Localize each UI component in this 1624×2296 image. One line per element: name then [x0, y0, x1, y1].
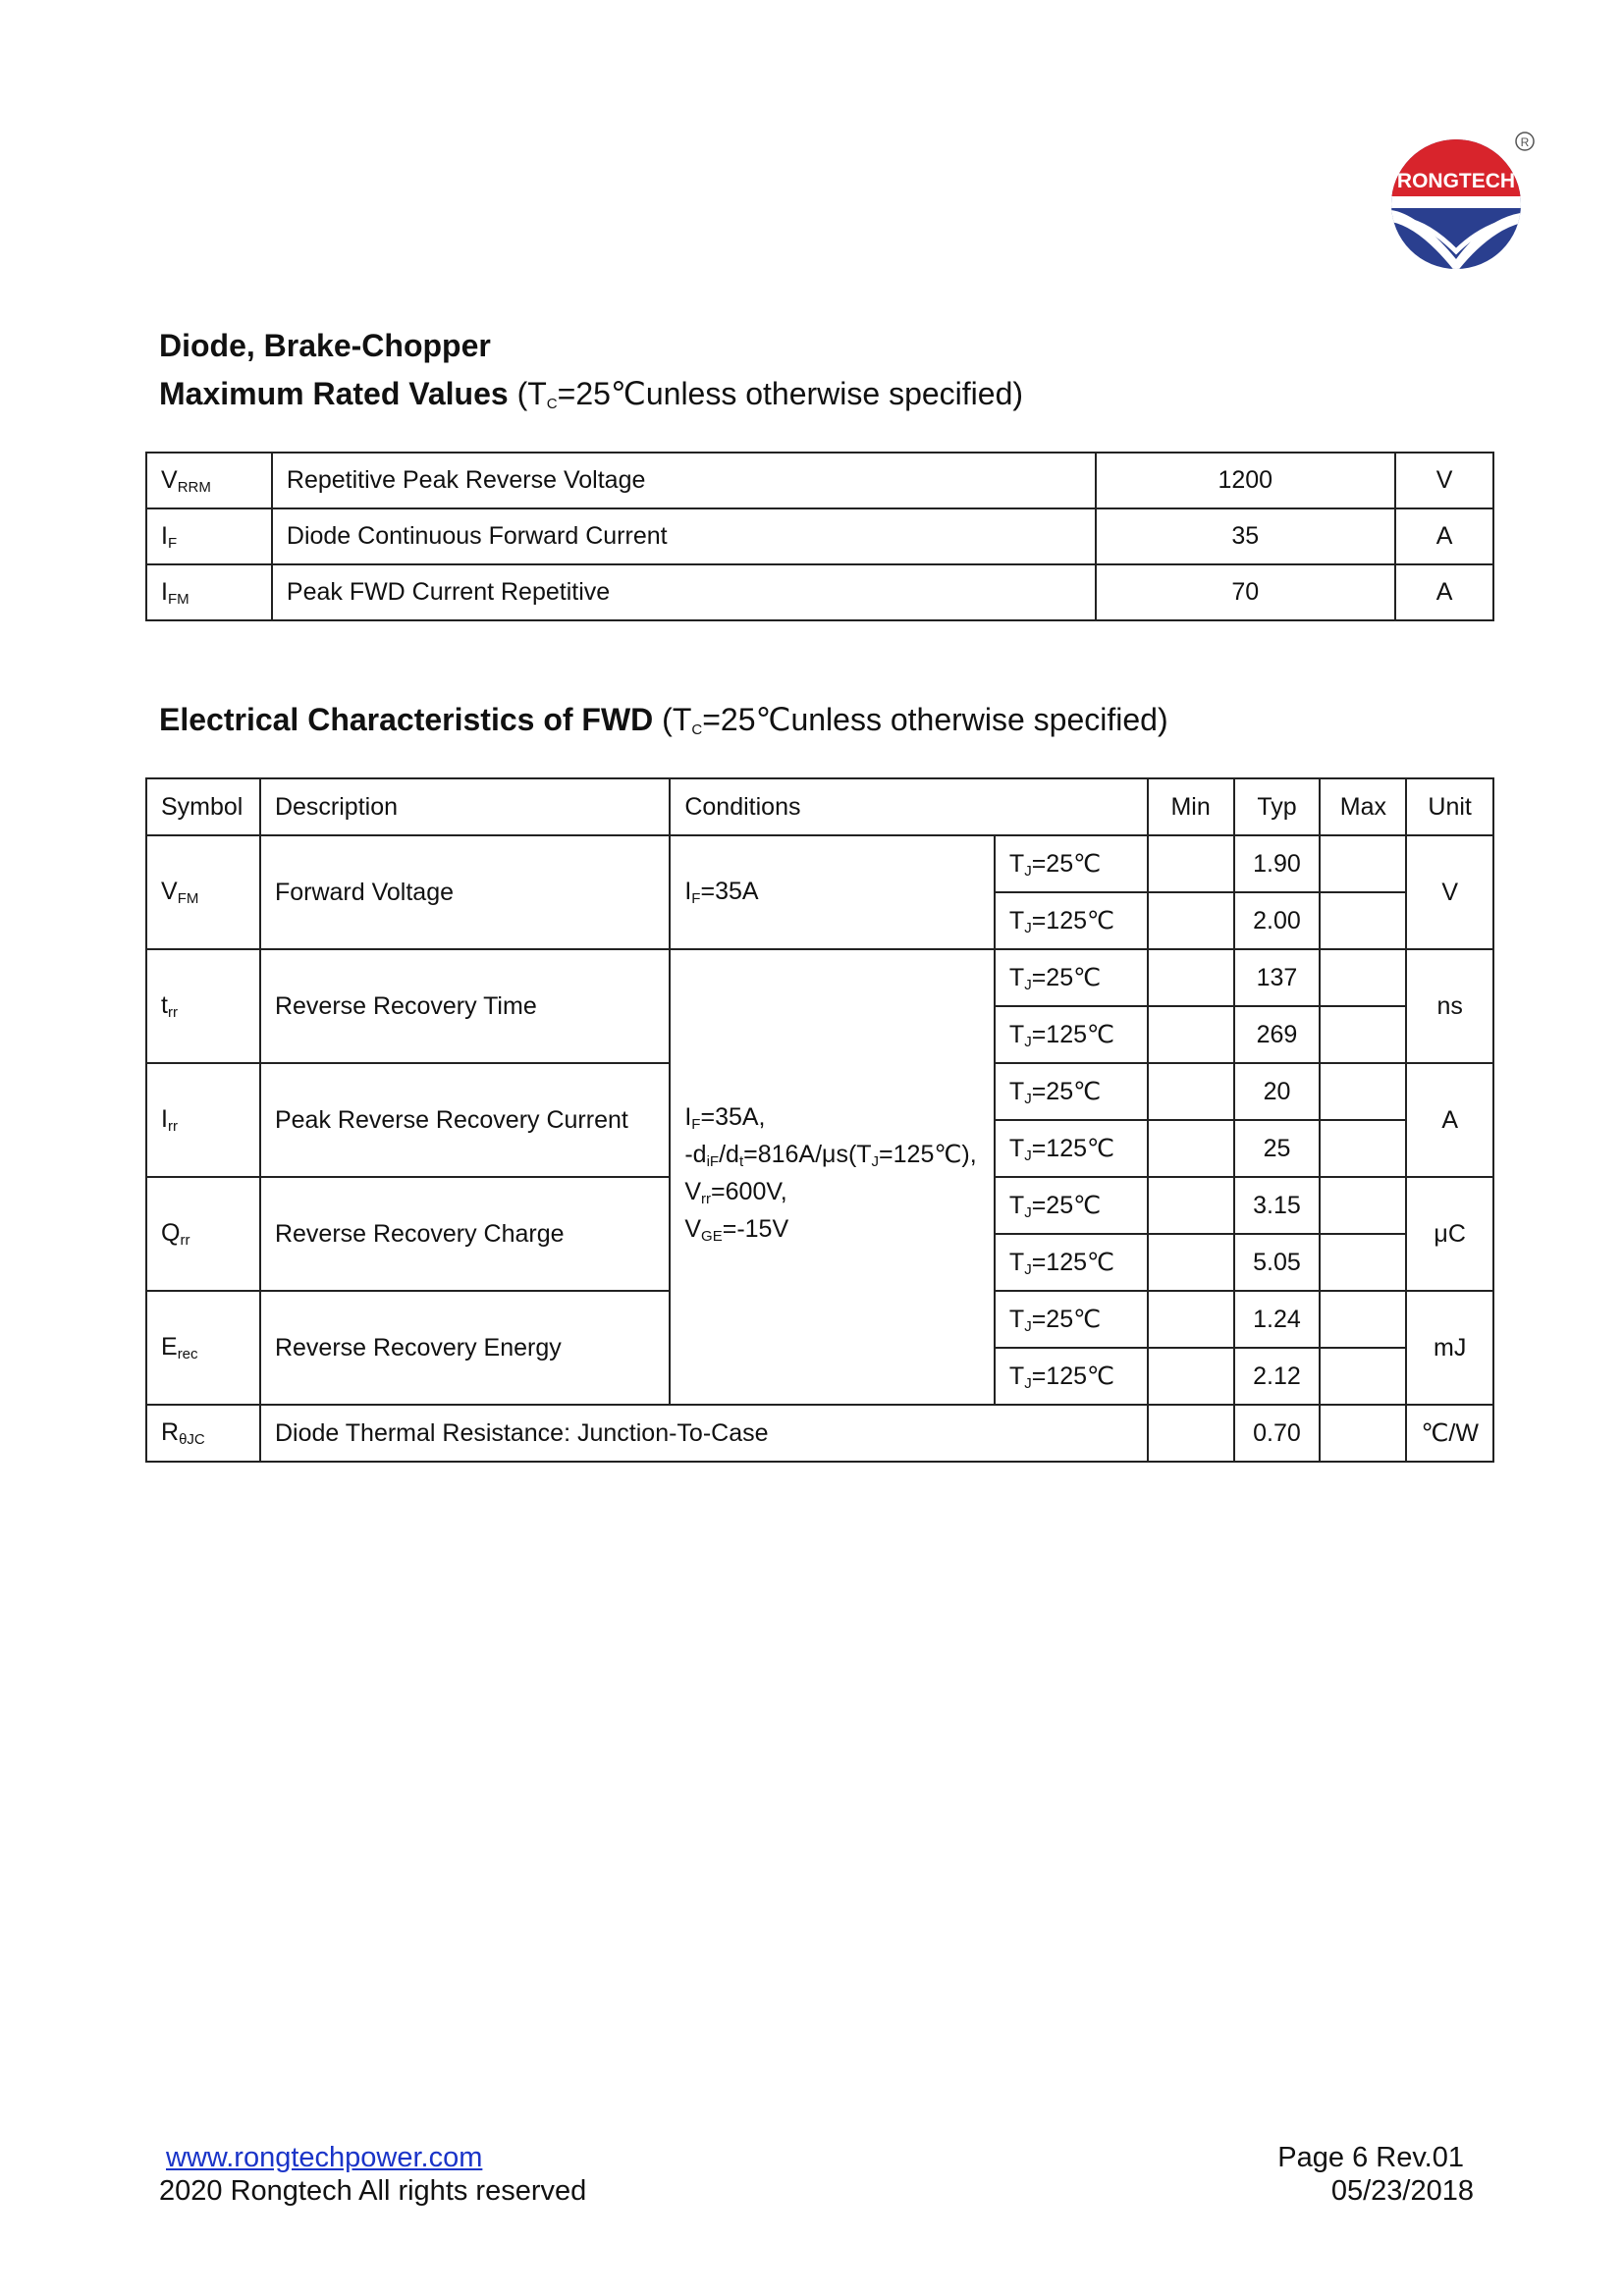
- max-cell: [1320, 1006, 1406, 1063]
- shared-condition-cell: [670, 949, 995, 1405]
- max-cell: [1320, 949, 1406, 1006]
- value-cell: 1200: [1096, 453, 1396, 508]
- symbol-cell: $I_F$: [146, 508, 272, 564]
- typ-cell: 137: [1234, 949, 1321, 1006]
- description-cell: Repetitive Peak Reverse Voltage: [272, 453, 1096, 508]
- min-cell: [1148, 1063, 1234, 1120]
- typ-cell: 5.05: [1234, 1234, 1321, 1291]
- condition-line: $V_{GE}=-15V$: [684, 1215, 789, 1245]
- header-unit: Unit: [1406, 778, 1493, 835]
- symbol-cell: $V_{RRM}$: [146, 453, 272, 508]
- min-cell: [1148, 1348, 1234, 1405]
- typ-cell: 3.15: [1234, 1177, 1321, 1234]
- logo-text: RONGTECH: [1396, 170, 1516, 192]
- temp-cell: $T_J=125℃$: [995, 892, 1148, 949]
- max-cell: [1320, 1063, 1406, 1120]
- typ-cell: 2.12: [1234, 1348, 1321, 1405]
- table-row: [146, 453, 1493, 508]
- description-cell: Peak FWD Current Repetitive: [272, 564, 1096, 620]
- table-row: [146, 508, 1493, 564]
- table-row: [146, 835, 1493, 892]
- temp-cell: $T_J=125℃$: [995, 1120, 1148, 1177]
- symbol-cell: $E_{rec}$: [146, 1291, 260, 1405]
- description-cell: Peak Reverse Recovery Current: [260, 1063, 670, 1177]
- section-title-diode: Diode, Brake-Chopper: [159, 328, 491, 363]
- symbol-cell: $I_{FM}$: [146, 564, 272, 620]
- temp-cell: $T_J=125℃$: [995, 1348, 1148, 1405]
- description-cell: Reverse Recovery Charge: [260, 1177, 670, 1291]
- description-cell: Diode Thermal Resistance: Junction-To-Case: [260, 1405, 1148, 1462]
- unit-cell: ℃/W: [1406, 1405, 1493, 1462]
- typ-cell: 25: [1234, 1120, 1321, 1177]
- unit-cell: mJ: [1406, 1291, 1493, 1405]
- condition-line: $-d_{iF}/d_t=816A/\mu s(T_J=125℃)$,: [684, 1141, 977, 1170]
- table-row: [146, 564, 1493, 620]
- min-cell: [1148, 1234, 1234, 1291]
- condition-line: $I_F=35A$,: [684, 1103, 766, 1133]
- revision-date: 05/23/2018: [1330, 2175, 1474, 2207]
- page-number: Page 6 Rev.01: [1277, 2142, 1464, 2173]
- typ-cell: 269: [1234, 1006, 1321, 1063]
- typ-cell: 1.24: [1234, 1291, 1321, 1348]
- max-cell: [1320, 1120, 1406, 1177]
- table-header-row: [146, 778, 1493, 835]
- min-cell: [1148, 835, 1234, 892]
- unit-cell: V: [1406, 835, 1493, 949]
- condition-line: $V_{rr}=600V$,: [684, 1178, 787, 1207]
- temp-cell: $T_J=25℃$: [995, 835, 1148, 892]
- temp-cell: $T_J=25℃$: [995, 1177, 1148, 1234]
- value-cell: 35: [1096, 508, 1396, 564]
- description-cell: Reverse Recovery Time: [260, 949, 670, 1063]
- unit-cell: A: [1395, 508, 1493, 564]
- temp-cell: $T_J=125℃$: [995, 1006, 1148, 1063]
- max-cell: [1320, 1348, 1406, 1405]
- temp-cell: $T_J=25℃$: [995, 949, 1148, 1006]
- max-cell: [1320, 1234, 1406, 1291]
- condition-cell: $I_F=35A$: [670, 835, 995, 949]
- description-cell: Diode Continuous Forward Current: [272, 508, 1096, 564]
- description-cell: Reverse Recovery Energy: [260, 1291, 670, 1405]
- temp-cell: $T_J=25℃$: [995, 1291, 1148, 1348]
- max-cell: [1320, 1405, 1406, 1462]
- temp-cell: $T_J=125℃$: [995, 1234, 1148, 1291]
- symbol-cell: $I_{rr}$: [146, 1063, 260, 1177]
- section-title-electrical: Electrical Characteristics of FWD ($T_C=25℃unless$ otherwise specified): [159, 702, 1168, 738]
- symbol-cell: $R_{\theta JC}$: [146, 1405, 260, 1462]
- table-row: [146, 949, 1493, 1006]
- max-cell: [1320, 1177, 1406, 1234]
- max-cell: [1320, 835, 1406, 892]
- min-cell: [1148, 1405, 1234, 1462]
- rongtech-logo: [1389, 126, 1537, 273]
- symbol-cell: $V_{FM}$: [146, 835, 260, 949]
- website-link[interactable]: www.rongtechpower.com: [166, 2142, 483, 2173]
- description-cell: Forward Voltage: [260, 835, 670, 949]
- header-min: Min: [1148, 778, 1234, 835]
- unit-cell: μC: [1406, 1177, 1493, 1291]
- header-typ: Typ: [1234, 778, 1321, 835]
- min-cell: [1148, 1120, 1234, 1177]
- unit-cell: A: [1406, 1063, 1493, 1177]
- header-max: Max: [1320, 778, 1406, 835]
- header-description: Description: [260, 778, 670, 835]
- header-conditions: Conditions: [670, 778, 1147, 835]
- table-row: [146, 1405, 1493, 1462]
- header-symbol: Symbol: [146, 778, 260, 835]
- unit-cell: A: [1395, 564, 1493, 620]
- min-cell: [1148, 892, 1234, 949]
- max-cell: [1320, 1291, 1406, 1348]
- max-rated-table: [145, 452, 1494, 621]
- min-cell: [1148, 949, 1234, 1006]
- typ-cell: 2.00: [1234, 892, 1321, 949]
- section-subtitle-max-rated: Maximum Rated Values ($T_C=25℃unless$ otherwise specified): [159, 376, 1024, 412]
- typ-cell: 1.90: [1234, 835, 1321, 892]
- unit-cell: ns: [1406, 949, 1493, 1063]
- electrical-characteristics-table: [145, 777, 1494, 1463]
- symbol-cell: $Q_{rr}$: [146, 1177, 260, 1291]
- unit-cell: V: [1395, 453, 1493, 508]
- min-cell: [1148, 1291, 1234, 1348]
- symbol-cell: $t_{rr}$: [146, 949, 260, 1063]
- copyright-text: 2020 Rongtech All rights reserved: [159, 2175, 587, 2207]
- typ-cell: 0.70: [1234, 1405, 1321, 1462]
- value-cell: 70: [1096, 564, 1396, 620]
- registered-mark: R: [1520, 135, 1530, 149]
- min-cell: [1148, 1177, 1234, 1234]
- max-cell: [1320, 892, 1406, 949]
- temp-cell: $T_J=25℃$: [995, 1063, 1148, 1120]
- typ-cell: 20: [1234, 1063, 1321, 1120]
- min-cell: [1148, 1006, 1234, 1063]
